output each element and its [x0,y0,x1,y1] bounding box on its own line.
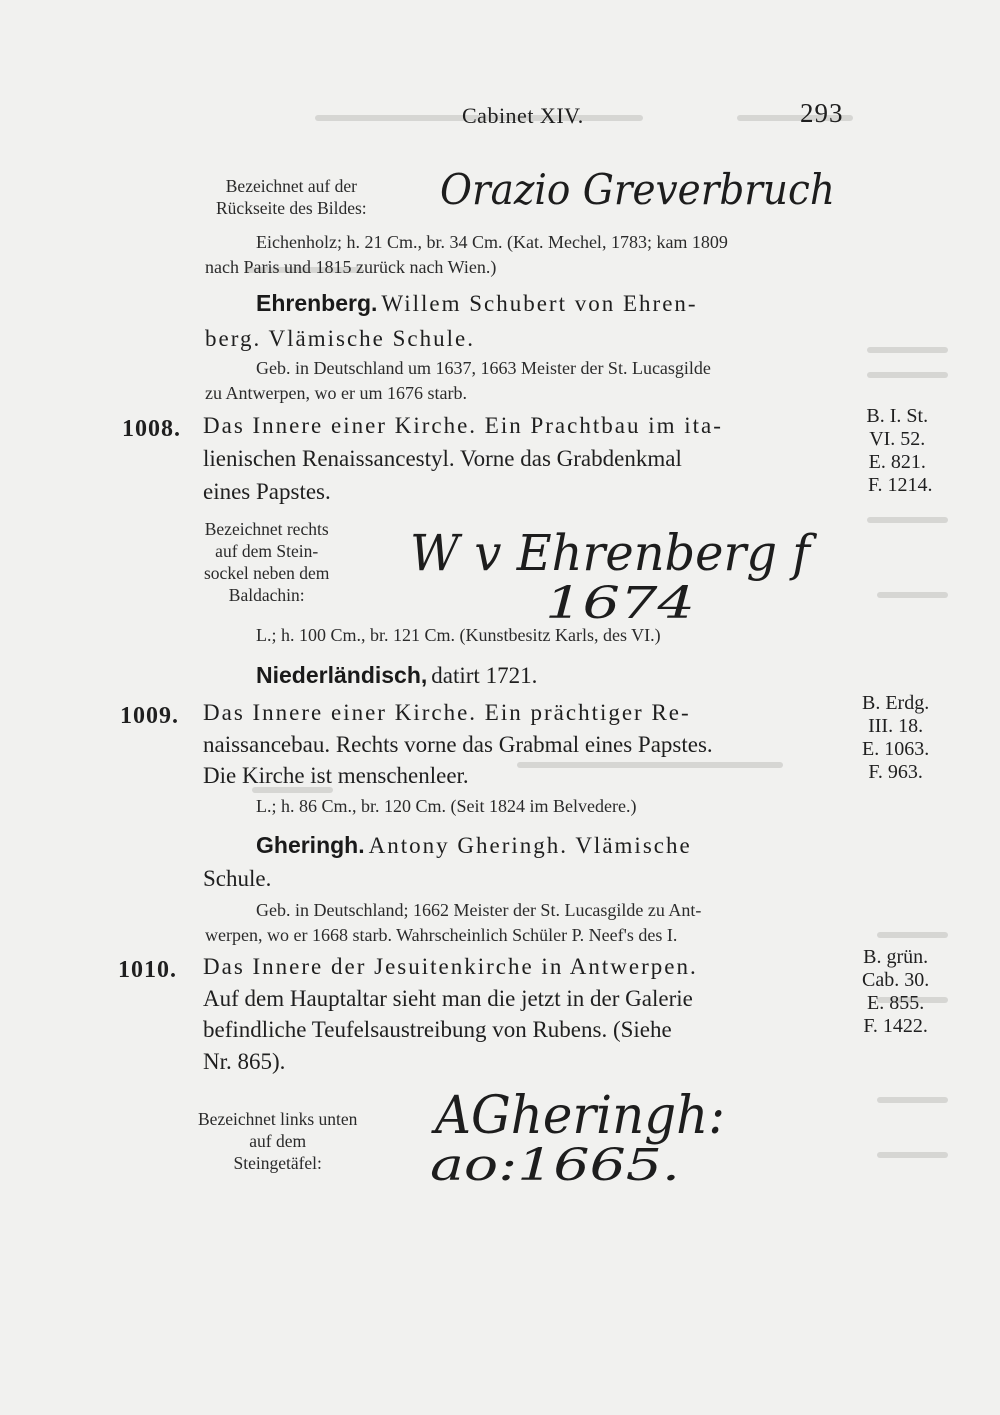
entry-title-line: lienischen Renaissancestyl. Vorne das Grabdenkmal [203,446,682,471]
svg-text:ao:1665.: ao:1665. [430,1140,680,1190]
artist-bio-line: werpen, wo er 1668 starb. Wahrscheinlich Schüler P. Neef's des I. [205,925,678,945]
signature-gheringh [425,1065,745,1190]
signature-location-label [216,175,367,219]
signature-ehrenberg [405,500,825,625]
catalogue-references [862,405,933,497]
svg-text:1674: 1674 [545,578,695,625]
svg-text:W v Ehrenberg f: W v Ehrenberg f [410,524,818,582]
description-line: L.; h. 100 Cm., br. 121 Cm. (Kunstbesitz Karls, des VI.) [256,625,661,645]
ref-line: B. grün. [863,946,929,968]
artist-heading [256,290,698,317]
label-line: Baldachin: [228,585,305,605]
artist-name: Niederländisch, [256,662,428,688]
artist-bio-line: zu Antwerpen, wo er um 1676 starb. [205,383,467,403]
svg-text:Orazio Greverbruch: Orazio Greverbruch [440,165,835,214]
entry-number: 1010. [118,957,177,983]
artist-date: datirt 1721. [431,663,538,688]
description-line: L.; h. 86 Cm., br. 120 Cm. (Seit 1824 im Belvedere.) [256,796,637,816]
ref-line: VI. 52. [869,428,926,450]
entry-title-line: naissancebau. Rechts vorne das Grabmal eines Papstes. [203,732,713,757]
label-line: Bezeichnet auf der [225,176,357,196]
catalogue-references [862,946,929,1038]
entry-title-line: Das Innere einer Kirche. Ein prächtiger Re- [203,700,691,725]
ref-line: F. 963. [868,761,923,783]
entry-number: 1009. [120,703,179,729]
label-line: Bezeichnet rechts [204,519,329,539]
artist-name: Ehrenberg. [256,290,378,316]
ref-line: E. 855. [867,992,925,1014]
entry-title-line: Die Kirche ist menschenleer. [203,763,469,788]
svg-text:AGheringh:: AGheringh: [431,1086,725,1146]
ref-line: F. 1214. [868,474,933,496]
ref-line: Cab. 30. [862,969,930,991]
artist-name: Gheringh. [256,832,365,858]
entry-title-line: Nr. 865). [203,1049,286,1074]
artist-bio-line: Geb. in Deutschland um 1637, 1663 Meister der St. Lucasgilde [256,358,711,378]
description-line: nach Paris und 1815 zurück nach Wien.) [205,257,497,277]
ref-line: E. 1063. [862,738,930,760]
description-line: Eichenholz; h. 21 Cm., br. 34 Cm. (Kat. Mechel, 1783; kam 1809 [256,232,728,252]
running-header: Cabinet XIV. [462,103,584,128]
entry-title-line: eines Papstes. [203,479,331,504]
entry-title-line: Auf dem Hauptaltar sieht man die jetzt in der Galerie [203,986,693,1011]
label-line: Steingetäfel: [233,1153,322,1173]
catalogue-references [862,692,929,784]
ref-line: E. 821. [868,451,926,473]
label-line: auf dem [249,1131,307,1151]
label-line: Bezeichnet links unten [198,1109,358,1129]
artist-school: Schule. [203,866,272,891]
signature-location-label [204,518,329,606]
label-line: sockel neben dem [204,563,330,583]
label-line: auf dem Stein- [215,541,319,561]
entry-title-line: befindliche Teufelsaustreibung von Rubens. (Siehe [203,1017,672,1042]
artist-heading [256,662,537,689]
label-line: Rückseite des Bildes: [216,198,367,218]
artist-school: berg. Vlämische Schule. [205,326,475,351]
page-number: 293 [800,98,844,128]
entry-title-line: Das Innere der Jesuitenkirche in Antwerpen. [203,954,698,979]
signature-location-label [198,1108,357,1174]
signature-greverbruch [435,152,855,232]
artist-bio-line: Geb. in Deutschland; 1662 Meister der St. Lucasgilde zu Ant- [256,900,702,920]
artist-full-name: Willem Schubert von Ehren- [381,291,698,316]
entry-number: 1008. [122,416,181,442]
ref-line: B. Erdg. [862,692,930,714]
ref-line: F. 1422. [863,1015,928,1037]
ref-line: B. I. St. [866,405,929,427]
artist-full-name: Antony Gheringh. Vlämische [368,833,692,858]
artist-heading [256,832,692,859]
ref-line: III. 18. [868,715,924,737]
entry-title-line: Das Innere einer Kirche. Ein Prachtbau im ita- [203,413,723,438]
